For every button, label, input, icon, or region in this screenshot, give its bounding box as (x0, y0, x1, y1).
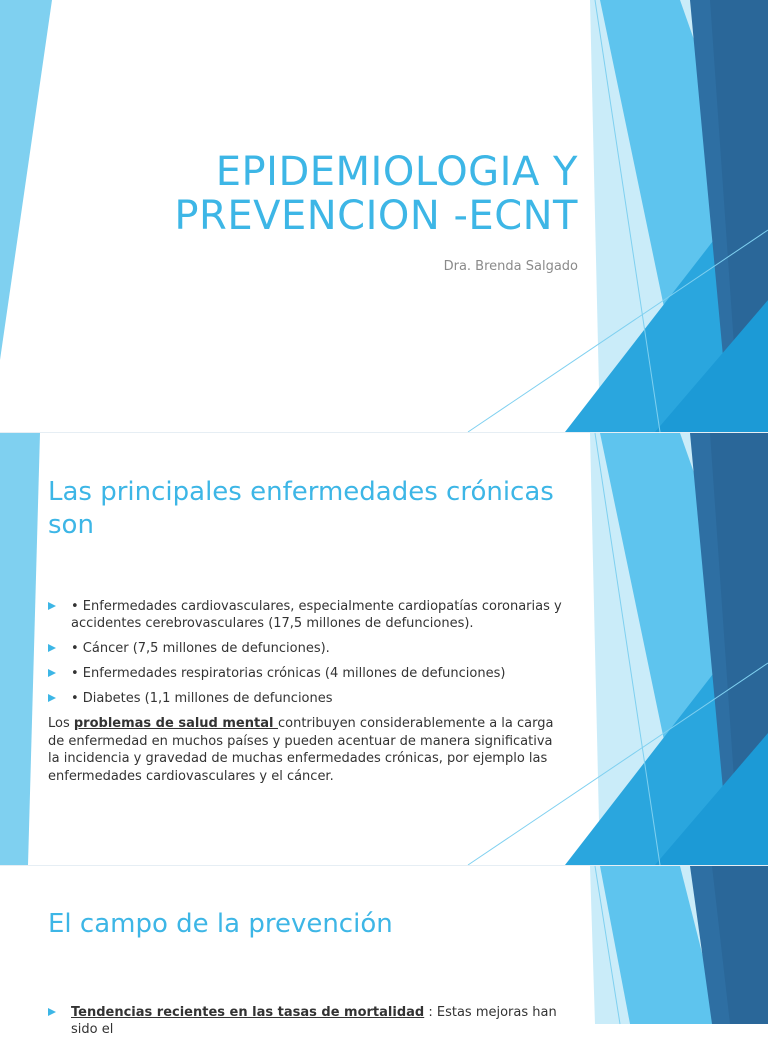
list-item-text: • Enfermedades respiratorias crónicas (4 millones de defunciones) (71, 666, 506, 681)
slide-chronic-diseases (0, 433, 768, 865)
mental-health-paragraph (48, 715, 568, 785)
bullet-triangle-icon (48, 1008, 56, 1016)
list-item (48, 640, 568, 657)
bullet-triangle-icon (48, 694, 56, 702)
slide-prevention (0, 866, 768, 1037)
slide-decoration (0, 866, 768, 1024)
title-line-2: PREVENCION -ECNT (174, 193, 578, 239)
presenter-name: Dra. Brenda Salgado (443, 259, 578, 274)
paragraph-body: contribuyen considerablemente a la carga de enfermedad en muchos países y pueden acentuar de manera significativa la incidencia y gravedad de muchas enfermedades crónicas, por ejemplo las enfermedades cardiovasculares y el cáncer. (48, 716, 554, 784)
prevention-list (48, 1004, 568, 1046)
slide-heading: Las principales enfermedades crónicas son (48, 477, 554, 540)
list-item-emphasis: Tendencias recientes en las tasas de mortalidad (71, 1005, 425, 1020)
list-item (48, 665, 568, 682)
bullet-triangle-icon (48, 602, 56, 610)
slide-title (0, 0, 768, 432)
slide-heading: El campo de la prevención (48, 909, 393, 939)
bullet-triangle-icon (48, 644, 56, 652)
list-item-text: • Cáncer (7,5 millones de defunciones). (71, 641, 330, 656)
list-item-text: : Estas mejoras han sido el (71, 1005, 557, 1037)
list-item (48, 1004, 568, 1038)
list-item-text: • Diabetes (1,1 millones de defunciones (71, 691, 333, 706)
list-item (48, 598, 568, 632)
disease-list (48, 598, 568, 715)
list-item-text: • Enfermedades cardiovasculares, especialmente cardiopatías coronarias y accidentes cerebrovasculares (17,5 millones de defunciones). (71, 599, 562, 631)
paragraph-prefix: Los (48, 716, 74, 731)
list-item (48, 690, 568, 707)
bullet-triangle-icon (48, 669, 56, 677)
presentation-title (150, 150, 578, 238)
title-line-1: EPIDEMIOLOGIA Y (215, 149, 578, 195)
paragraph-emphasis: problemas de salud mental (73, 716, 278, 731)
